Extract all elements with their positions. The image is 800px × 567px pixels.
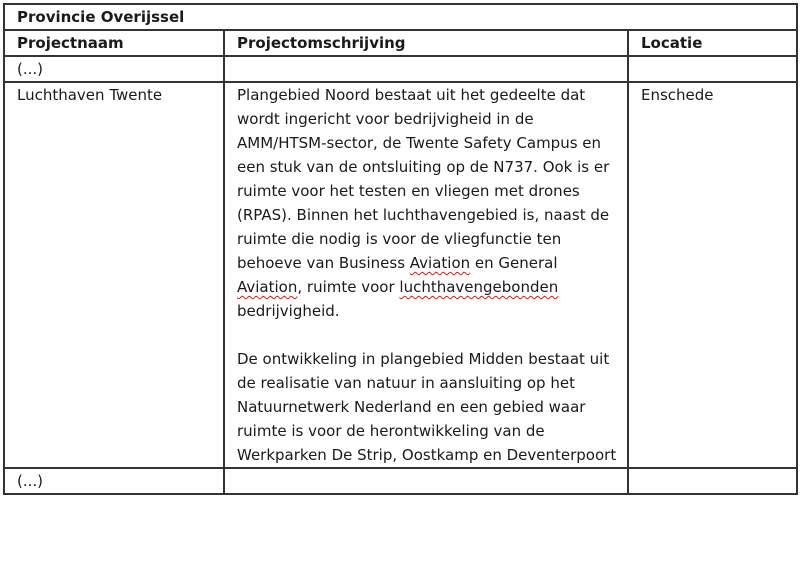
- cell-name: (...): [4, 56, 224, 82]
- text-span: Plangebied Noord bestaat uit het gedeelte dat wordt ingericht voor bedrijvigheid in de AMM/HTSM-sector, de Twente Safety Campus en een stuk van de ontsluiting op de N737. Ook is er ruimte voor het testen en vliegen met drones (RPAS). Binnen het luchthavengebied is, naast de ruimte die nodig is voor de vliegfunctie ten behoeve van Business: [237, 86, 610, 272]
- cell-name: Luchthaven Twente: [4, 82, 224, 468]
- table-title: Provincie Overijssel: [4, 4, 797, 30]
- header-projectnaam: Projectnaam: [4, 30, 224, 56]
- table-row: [4, 56, 797, 82]
- province-projects-table: [3, 3, 798, 495]
- cell-location: [628, 56, 797, 82]
- header-projectomschrijving: Projectomschrijving: [224, 30, 628, 56]
- cell-location: [628, 468, 797, 494]
- description-paragraph-1: [237, 83, 627, 323]
- cell-description: [224, 468, 628, 494]
- text-span: bedrijvigheid.: [237, 302, 340, 320]
- table-title-row: [4, 4, 797, 30]
- table-row: [4, 468, 797, 494]
- cell-name: (...): [4, 468, 224, 494]
- text-span: en General: [470, 254, 558, 272]
- table-row: [4, 82, 797, 468]
- cell-description: [224, 56, 628, 82]
- spellcheck-flagged-word: luchthavengebonden: [399, 278, 559, 296]
- text-span: , ruimte voor: [297, 278, 400, 296]
- description-paragraph-2: De ontwikkeling in plangebied Midden bestaat uit de realisatie van natuur in aansluiting op het Natuurnetwerk Nederland en een gebied waar ruimte is voor de herontwikkeling van de Werkparken De Strip, Oostkamp en Deventerpoort: [237, 350, 617, 464]
- table-header-row: [4, 30, 797, 56]
- spellcheck-flagged-word: Aviation: [409, 254, 471, 272]
- cell-description: [224, 82, 628, 468]
- header-locatie: Locatie: [628, 30, 797, 56]
- cell-location: Enschede: [628, 82, 797, 468]
- spellcheck-flagged-word: Aviation: [237, 278, 298, 296]
